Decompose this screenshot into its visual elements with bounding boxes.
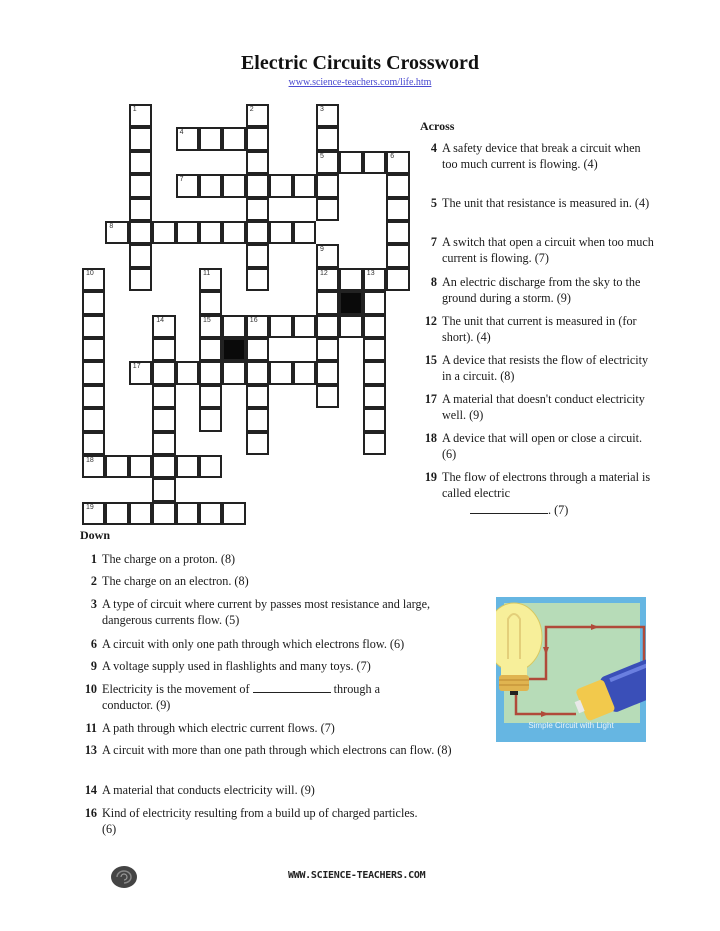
battery-icon bbox=[570, 658, 646, 725]
crossword-cell[interactable] bbox=[199, 361, 222, 384]
crossword-cell[interactable] bbox=[176, 127, 199, 150]
crossword-cell[interactable] bbox=[269, 315, 292, 338]
down-clue bbox=[80, 720, 470, 736]
crossword-cell[interactable] bbox=[222, 502, 245, 525]
crossword-cell[interactable] bbox=[222, 174, 245, 197]
clue-text: A path through which electric current flows. (7) bbox=[102, 721, 335, 735]
down-clue bbox=[80, 596, 470, 629]
clue-text-end: . (7) bbox=[548, 502, 569, 517]
across-clue bbox=[420, 234, 656, 267]
clue-number: 8 bbox=[430, 275, 437, 289]
cell-number: 4 bbox=[179, 129, 184, 137]
crossword-grid bbox=[82, 104, 412, 529]
crossword-cell[interactable] bbox=[363, 385, 386, 408]
crossword-cell[interactable] bbox=[199, 291, 222, 314]
clue-number: 13 bbox=[84, 743, 97, 757]
clue-text: A material that conducts electricity will. (9) bbox=[102, 783, 315, 797]
crossword-cell[interactable] bbox=[269, 174, 292, 197]
crossword-cell[interactable] bbox=[129, 221, 152, 244]
simple-circuit-illustration bbox=[496, 597, 646, 742]
clue-number: 14 bbox=[84, 783, 97, 797]
cell-number: 7 bbox=[179, 176, 184, 184]
crossword-cell[interactable] bbox=[363, 361, 386, 384]
clue-text: A switch that open a circuit when too much current is flowing. (7) bbox=[442, 235, 654, 266]
across-clue bbox=[420, 469, 656, 518]
crossword-cell[interactable] bbox=[246, 198, 269, 221]
down-clue bbox=[80, 573, 470, 589]
crossword-cell[interactable] bbox=[199, 502, 222, 525]
across-heading: Across bbox=[420, 119, 455, 133]
crossword-cell[interactable] bbox=[82, 432, 105, 455]
crossword-cell[interactable] bbox=[222, 127, 245, 150]
crossword-cell[interactable] bbox=[82, 291, 105, 314]
crossword-cell[interactable] bbox=[176, 174, 199, 197]
clue-number: 6 bbox=[90, 637, 97, 651]
crossword-cell[interactable] bbox=[199, 268, 222, 291]
down-clue bbox=[80, 681, 470, 714]
clue-text: The charge on an electron. (8) bbox=[102, 574, 249, 588]
cell-number: 18 bbox=[86, 457, 94, 464]
crossword-cell[interactable] bbox=[82, 315, 105, 338]
crossword-cell[interactable] bbox=[246, 104, 269, 127]
crossword-cell[interactable] bbox=[176, 361, 199, 384]
crossword-cell[interactable] bbox=[152, 455, 175, 478]
crossword-cell[interactable] bbox=[152, 338, 175, 361]
crossword-cell[interactable] bbox=[82, 268, 105, 291]
across-clue bbox=[420, 195, 656, 211]
clue-text: A safety device that break a circuit when too much current is flowing. (4) bbox=[442, 141, 641, 172]
crossword-cell[interactable] bbox=[246, 221, 269, 244]
crossword-cell[interactable] bbox=[293, 361, 316, 384]
crossword-cell[interactable] bbox=[246, 151, 269, 174]
footer-url[interactable]: WWW.SCIENCE-TEACHERS.COM bbox=[288, 870, 426, 881]
crossword-cell[interactable] bbox=[82, 408, 105, 431]
clue-text: The flow of electrons through a material is called electric bbox=[442, 470, 651, 501]
crossword-cell[interactable] bbox=[199, 338, 222, 361]
crossword-cell[interactable] bbox=[363, 151, 386, 174]
crossword-cell[interactable] bbox=[316, 315, 339, 338]
crossword-cell[interactable] bbox=[82, 338, 105, 361]
clue-number: 4 bbox=[430, 141, 437, 155]
crossword-cell[interactable] bbox=[269, 221, 292, 244]
cell-number: 3 bbox=[320, 106, 324, 113]
across-clue bbox=[420, 391, 656, 424]
black-cell bbox=[339, 291, 362, 314]
crossword-cell[interactable] bbox=[363, 338, 386, 361]
cell-number: 10 bbox=[86, 269, 94, 277]
across-clue bbox=[420, 430, 656, 463]
across-clue bbox=[420, 274, 656, 307]
down-clue bbox=[80, 636, 470, 652]
crossword-cell[interactable] bbox=[199, 455, 222, 478]
crossword-cell[interactable] bbox=[246, 338, 269, 361]
clue-number: 3 bbox=[90, 597, 97, 611]
clue-text: Electricity is the movement of bbox=[102, 682, 250, 696]
crossword-cell[interactable] bbox=[176, 221, 199, 244]
down-clue bbox=[80, 805, 470, 838]
crossword-cell[interactable] bbox=[386, 198, 409, 221]
cell-number: 17 bbox=[132, 363, 141, 371]
crossword-cell[interactable] bbox=[246, 268, 269, 291]
crossword-cell[interactable] bbox=[316, 127, 339, 150]
cell-number: 13 bbox=[366, 269, 375, 277]
crossword-cell[interactable] bbox=[363, 432, 386, 455]
page-title: Electric Circuits Crossword bbox=[240, 52, 480, 74]
crossword-cell[interactable] bbox=[105, 221, 128, 244]
clue-number: 18 bbox=[424, 431, 437, 445]
crossword-cell[interactable] bbox=[129, 502, 152, 525]
crossword-cell[interactable] bbox=[199, 408, 222, 431]
cell-number: 9 bbox=[320, 246, 324, 254]
clue-text: The unit that resistance is measured in. (4) bbox=[442, 196, 650, 210]
crossword-cell[interactable] bbox=[152, 385, 175, 408]
clue-text: An electric discharge from the sky to the ground during a storm. (9) bbox=[442, 275, 641, 306]
crossword-cell[interactable] bbox=[129, 268, 152, 291]
cell-number: 14 bbox=[156, 316, 164, 324]
down-heading: Down bbox=[80, 528, 111, 542]
across-clue bbox=[420, 352, 656, 385]
crossword-cell[interactable] bbox=[105, 455, 128, 478]
down-clue bbox=[80, 742, 470, 758]
clue-number: 19 bbox=[424, 470, 437, 484]
crossword-cell[interactable] bbox=[105, 502, 128, 525]
crossword-cell[interactable] bbox=[129, 198, 152, 221]
crossword-cell[interactable] bbox=[82, 361, 105, 384]
crossword-cell[interactable] bbox=[222, 361, 245, 384]
clue-text: A device that resists the flow of electricity in a circuit. (8) bbox=[442, 353, 649, 384]
crossword-cell[interactable] bbox=[176, 502, 199, 525]
light-bulb-icon bbox=[496, 603, 542, 695]
crossword-cell[interactable] bbox=[152, 478, 175, 501]
clue-text: A material that doesn't conduct electricity well. (9) bbox=[442, 392, 645, 423]
crossword-cell[interactable] bbox=[129, 455, 152, 478]
crossword-cell[interactable] bbox=[129, 104, 152, 127]
black-cell bbox=[222, 338, 245, 361]
crossword-cell[interactable] bbox=[129, 174, 152, 197]
crossword-cell[interactable] bbox=[316, 268, 339, 291]
crossword-cell[interactable] bbox=[246, 432, 269, 455]
crossword-cell[interactable] bbox=[129, 361, 152, 384]
cell-number: 12 bbox=[320, 269, 328, 277]
cell-number: 2 bbox=[249, 106, 254, 113]
clue-text: The unit that current is measured in (for short). (4) bbox=[442, 314, 637, 345]
clue-number: 11 bbox=[85, 721, 97, 735]
crossword-cell[interactable] bbox=[363, 408, 386, 431]
crossword-cell[interactable] bbox=[316, 291, 339, 314]
illustration-caption: Simple Circuit with Light bbox=[528, 721, 614, 730]
clue-text-end: through a conductor. (9) bbox=[102, 682, 381, 713]
crossword-cell[interactable] bbox=[246, 361, 269, 384]
crossword-cell[interactable] bbox=[82, 385, 105, 408]
answer-blank bbox=[253, 682, 331, 693]
cell-number: 19 bbox=[86, 503, 94, 511]
crossword-cell[interactable] bbox=[246, 315, 269, 338]
crossword-cell[interactable] bbox=[222, 221, 245, 244]
clue-number: 9 bbox=[90, 659, 97, 673]
cell-number: 15 bbox=[203, 316, 211, 324]
clue-text: A circuit with only one path through which electrons flow. (6) bbox=[102, 637, 405, 651]
clue-number: 1 bbox=[90, 552, 97, 566]
crossword-cell[interactable] bbox=[129, 127, 152, 150]
crossword-cell[interactable] bbox=[293, 315, 316, 338]
crossword-cell[interactable] bbox=[316, 385, 339, 408]
crossword-cell[interactable] bbox=[152, 315, 175, 338]
crossword-cell[interactable] bbox=[363, 315, 386, 338]
crossword-cell[interactable] bbox=[199, 127, 222, 150]
across-clue bbox=[420, 313, 656, 346]
clue-number: 5 bbox=[430, 196, 437, 210]
down-clue bbox=[80, 551, 470, 567]
crossword-cell[interactable] bbox=[152, 361, 175, 384]
crossword-cell[interactable] bbox=[386, 221, 409, 244]
crossword-cell[interactable] bbox=[363, 291, 386, 314]
clue-number: 16 bbox=[84, 806, 97, 820]
crossword-cell[interactable] bbox=[316, 244, 339, 267]
clue-number: 10 bbox=[84, 682, 97, 696]
clue-text: A type of circuit where current by passes most resistance and large, dangerous currents flow. (5) bbox=[102, 597, 431, 628]
cell-number: 16 bbox=[249, 316, 258, 324]
crossword-cell[interactable] bbox=[316, 361, 339, 384]
cell-number: 8 bbox=[109, 223, 114, 230]
crossword-cell[interactable] bbox=[293, 174, 316, 197]
nautilus-shell-icon bbox=[108, 863, 138, 889]
crossword-cell[interactable] bbox=[386, 268, 409, 291]
clue-number: 7 bbox=[430, 235, 437, 249]
crossword-cell[interactable] bbox=[199, 174, 222, 197]
clue-number: 17 bbox=[424, 392, 437, 406]
crossword-cell[interactable] bbox=[293, 221, 316, 244]
crossword-cell[interactable] bbox=[82, 455, 105, 478]
crossword-cell[interactable] bbox=[246, 174, 269, 197]
cell-number: 5 bbox=[320, 152, 324, 160]
clue-text: A circuit with more than one path through which electrons can flow. (8) bbox=[102, 743, 452, 757]
crossword-cell[interactable] bbox=[246, 244, 269, 267]
crossword-cell[interactable] bbox=[339, 268, 362, 291]
clue-number: 12 bbox=[424, 314, 437, 328]
crossword-cell[interactable] bbox=[222, 315, 245, 338]
crossword-cell[interactable] bbox=[129, 244, 152, 267]
crossword-cell[interactable] bbox=[176, 455, 199, 478]
crossword-cell[interactable] bbox=[363, 268, 386, 291]
clue-text: A voltage supply used in flashlights and many toys. (7) bbox=[102, 659, 371, 673]
cell-number: 11 bbox=[203, 269, 211, 277]
crossword-cell[interactable] bbox=[316, 338, 339, 361]
clue-text: A device that will open or close a circuit. (6) bbox=[442, 431, 643, 462]
crossword-cell[interactable] bbox=[82, 502, 105, 525]
down-clue bbox=[80, 658, 470, 674]
source-link[interactable]: www.science-teachers.com/life.htm bbox=[288, 77, 432, 88]
crossword-cell[interactable] bbox=[339, 151, 362, 174]
crossword-cell[interactable] bbox=[152, 432, 175, 455]
crossword-cell[interactable] bbox=[386, 174, 409, 197]
clue-text: Kind of electricity resulting from a build up of charged particles. (6) bbox=[102, 806, 418, 837]
crossword-cell[interactable] bbox=[316, 104, 339, 127]
across-clue bbox=[420, 140, 656, 173]
down-clue bbox=[80, 782, 470, 798]
crossword-cell[interactable] bbox=[199, 385, 222, 408]
crossword-cell[interactable] bbox=[339, 315, 362, 338]
crossword-cell[interactable] bbox=[199, 221, 222, 244]
answer-blank bbox=[470, 503, 548, 514]
crossword-cell[interactable] bbox=[246, 385, 269, 408]
crossword-cell[interactable] bbox=[246, 127, 269, 150]
crossword-cell[interactable] bbox=[152, 502, 175, 525]
crossword-cell[interactable] bbox=[316, 198, 339, 221]
cell-number: 6 bbox=[390, 152, 395, 160]
crossword-cell[interactable] bbox=[269, 361, 292, 384]
crossword-cell[interactable] bbox=[152, 221, 175, 244]
crossword-cell[interactable] bbox=[386, 151, 409, 174]
crossword-cell[interactable] bbox=[152, 408, 175, 431]
clue-number: 15 bbox=[424, 353, 437, 367]
crossword-cell[interactable] bbox=[129, 151, 152, 174]
crossword-cell[interactable] bbox=[199, 315, 222, 338]
crossword-cell[interactable] bbox=[316, 174, 339, 197]
clue-number: 2 bbox=[90, 574, 97, 588]
clue-text: The charge on a proton. (8) bbox=[102, 552, 236, 566]
crossword-cell[interactable] bbox=[316, 151, 339, 174]
crossword-cell[interactable] bbox=[386, 244, 409, 267]
crossword-cell[interactable] bbox=[246, 408, 269, 431]
cell-number: 1 bbox=[132, 106, 137, 113]
